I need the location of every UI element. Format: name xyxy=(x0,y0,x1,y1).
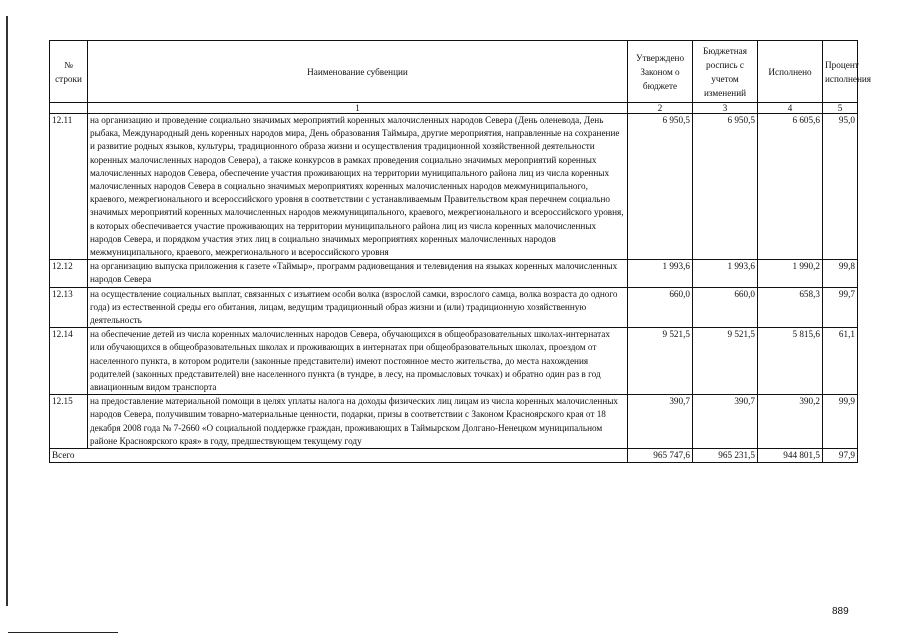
row-name: на предоставление материальной помощи в целях уплаты налога на доходы физических лиц лицам из числа коренных малочисленных народов Севера, получившим товарно-материальные ценности, подарки, призы в соответствии с Законом Красноярского края от 18 декабря 2008 года № 7-2660 «О социальной поддержке граждан, проживающих в Таймырском Долгано-Ненецком муниципальном районе Красноярского края» в году, предшествующем текущему году xyxy=(88,395,628,449)
total-percent: 97,9 xyxy=(823,449,858,463)
total-row xyxy=(50,449,858,463)
column-number: 2 xyxy=(628,103,693,114)
row-code: 12.13 xyxy=(50,287,88,328)
column-number-empty xyxy=(50,103,88,114)
row-budget-list: 660,0 xyxy=(693,287,758,328)
row-code: 12.12 xyxy=(50,260,88,287)
header-budget-list: Бюджетная роспись с учетом изменений xyxy=(693,41,758,103)
total-approved: 965 747,6 xyxy=(628,449,693,463)
total-label: Всего xyxy=(50,449,628,463)
row-name: на организацию выпуска приложения к газете «Таймыр», программ радиовещания и телевидения на языках коренных малочисленных народов Севера xyxy=(88,260,628,287)
header-percent: Процент исполнения xyxy=(823,41,858,103)
header-row xyxy=(50,41,858,103)
row-name: на осуществление социальных выплат, связанных с изъятием особи волка (взрослой самки, взрослого самца, волка возраста до одного года) из естественной среды его обитания, лицам, ведущим традиционный образ жизни и (или) традиционную хозяйственную деятельность xyxy=(88,287,628,328)
row-approved: 390,7 xyxy=(628,395,693,449)
header-name: Наименование субвенции xyxy=(88,41,628,103)
column-number-row xyxy=(50,103,858,114)
row-percent: 95,0 xyxy=(823,114,858,260)
row-code: 12.14 xyxy=(50,328,88,395)
row-budget-list: 1 993,6 xyxy=(693,260,758,287)
header-executed: Исполнено xyxy=(758,41,823,103)
row-approved: 6 950,5 xyxy=(628,114,693,260)
column-number: 1 xyxy=(88,103,628,114)
column-number: 5 xyxy=(823,103,858,114)
row-name: на обеспечение детей из числа коренных малочисленных народов Севера, обучающихся в общеобразовательных школах-интернатах или обучающихся в общеобразовательных школах и проживающих в интернатах при общеобразовательных школах, проездом от населенного пункта, в котором родители (законные представители) имеют постоянное место жительства, до места нахождения родителей (законных представителей) вне населенного пункта (в тундре, в лесу, на промысловых точках) и обратно один раз в год авиационным видом транспорта xyxy=(88,328,628,395)
table-row xyxy=(50,260,858,287)
header-row-no: № строки xyxy=(50,41,88,103)
row-budget-list: 390,7 xyxy=(693,395,758,449)
row-approved: 1 993,6 xyxy=(628,260,693,287)
scan-margin-line xyxy=(6,16,8,606)
row-executed: 5 815,6 xyxy=(758,328,823,395)
row-code: 12.15 xyxy=(50,395,88,449)
row-executed: 390,2 xyxy=(758,395,823,449)
page-number: 889 xyxy=(832,606,849,617)
table-row xyxy=(50,114,858,260)
row-approved: 660,0 xyxy=(628,287,693,328)
total-executed: 944 801,5 xyxy=(758,449,823,463)
row-name: на организацию и проведение социально значимых мероприятий коренных малочисленных народов Севера (День оленевода, День рыбака, Международный день коренных народов мира, День образования Таймыра, другие мероприятия, направленные на сохранение и развитие родных языков, культуры, традиционного образа жизни и осуществления традиционной хозяйственной деятельности коренных малочисленных народов Севера), а также конкурсов в рамках проведения социально значимых мероприятий коренных малочисленных народов Севера, обеспечение участия проживающих на территории муниципального района лиц из числа коренных малочисленных народов Севера в социально значимых мероприятиях коренных малочисленных народов межмуниципального, краевого, межрегионального и всероссийского уровня в соответствии с устанавливаемым Правительством края перечнем социально значимых мероприятий коренных малочисленных народов межмуниципального, краевого, межрегионального и всероссийского уровня, в которых обеспечивается участие проживающих на территории муниципального района лиц из числа коренных малочисленных народов Севера, и порядком участия этих лиц в социально значимых мероприятиях коренных малочисленных народов межмуниципального, краевого, межрегионального и всероссийского уровня xyxy=(88,114,628,260)
table-row xyxy=(50,328,858,395)
row-percent: 61,1 xyxy=(823,328,858,395)
row-percent: 99,9 xyxy=(823,395,858,449)
row-code: 12.11 xyxy=(50,114,88,260)
total-budget-list: 965 231,5 xyxy=(693,449,758,463)
row-percent: 99,7 xyxy=(823,287,858,328)
footnote-rule xyxy=(8,632,118,633)
column-number: 4 xyxy=(758,103,823,114)
row-executed: 658,3 xyxy=(758,287,823,328)
row-approved: 9 521,5 xyxy=(628,328,693,395)
row-budget-list: 6 950,5 xyxy=(693,114,758,260)
row-percent: 99,8 xyxy=(823,260,858,287)
column-number: 3 xyxy=(693,103,758,114)
row-budget-list: 9 521,5 xyxy=(693,328,758,395)
header-approved: Утверждено Законом о бюджете xyxy=(628,41,693,103)
subvention-table xyxy=(49,40,872,463)
row-executed: 1 990,2 xyxy=(758,260,823,287)
table-row xyxy=(50,395,858,449)
row-executed: 6 605,6 xyxy=(758,114,823,260)
table-row xyxy=(50,287,858,328)
